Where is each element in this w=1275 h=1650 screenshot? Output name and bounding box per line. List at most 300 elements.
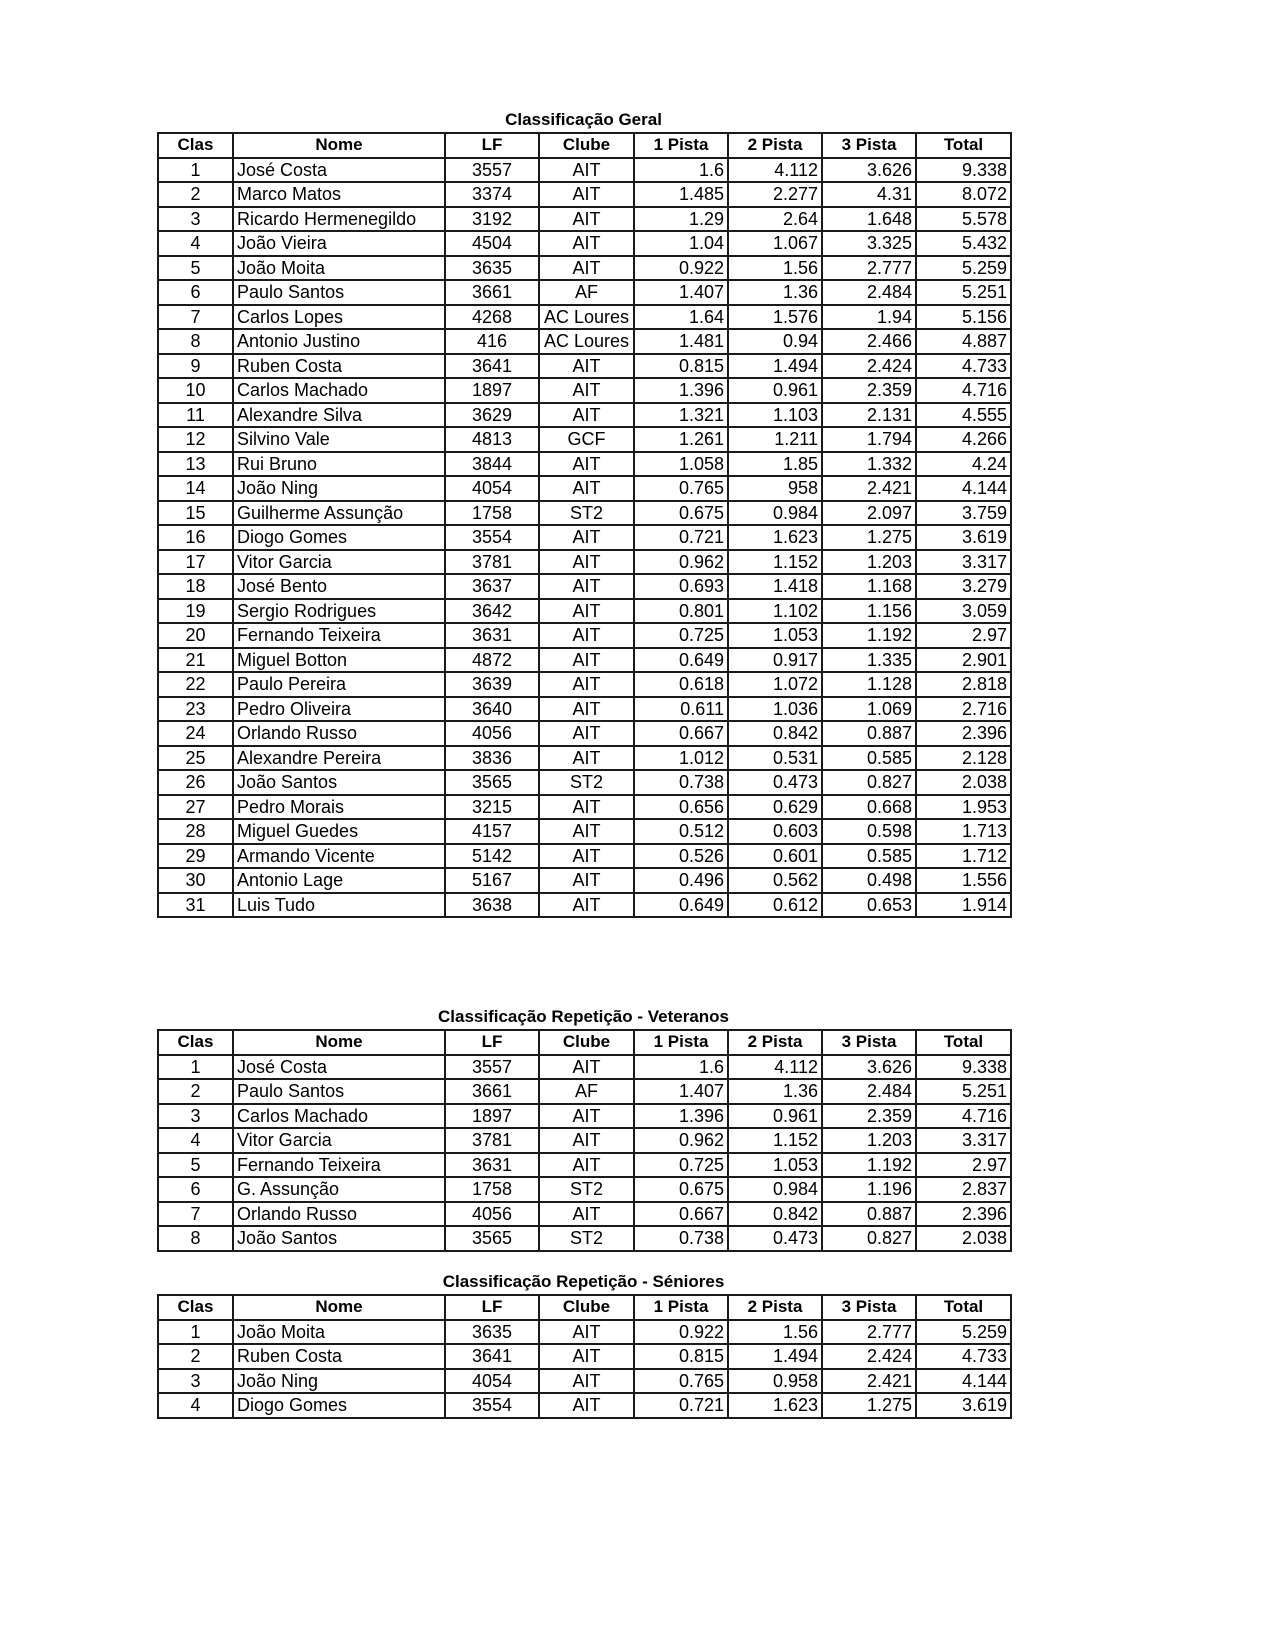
cell-pista-1: 1.396 — [634, 378, 728, 403]
cell-pista-3: 1.794 — [822, 427, 916, 452]
cell-total: 2.038 — [916, 1226, 1011, 1251]
cell-lf: 3637 — [445, 574, 539, 599]
cell-total: 5.251 — [916, 1079, 1011, 1104]
cell-clas: 24 — [158, 721, 233, 746]
cell-pista-1: 1.04 — [634, 231, 728, 256]
cell-nome: Sergio Rodrigues — [233, 599, 445, 624]
cell-pista-2: 1.418 — [728, 574, 822, 599]
cell-pista-1: 0.611 — [634, 697, 728, 722]
cell-clas: 2 — [158, 1079, 233, 1104]
cell-clas: 3 — [158, 1369, 233, 1394]
cell-clube: AIT — [539, 893, 634, 918]
cell-nome: Diogo Gomes — [233, 525, 445, 550]
cell-clube: AIT — [539, 746, 634, 771]
cell-pista-1: 0.962 — [634, 1128, 728, 1153]
results-table — [157, 1029, 1012, 1252]
cell-pista-3: 0.668 — [822, 795, 916, 820]
cell-pista-2: 0.473 — [728, 1226, 822, 1251]
cell-clube: AIT — [539, 1104, 634, 1129]
cell-lf: 3192 — [445, 207, 539, 232]
cell-clube: GCF — [539, 427, 634, 452]
cell-nome: José Costa — [233, 1055, 445, 1080]
cell-clas: 11 — [158, 403, 233, 428]
table-row — [158, 1104, 1011, 1129]
cell-total: 8.072 — [916, 182, 1011, 207]
cell-clube: AIT — [539, 1153, 634, 1178]
table-row — [158, 1202, 1011, 1227]
cell-clube: AIT — [539, 599, 634, 624]
table-row — [158, 256, 1011, 281]
cell-pista-2: 0.94 — [728, 329, 822, 354]
cell-clube: AIT — [539, 207, 634, 232]
cell-pista-2: 1.152 — [728, 550, 822, 575]
cell-nome: Pedro Oliveira — [233, 697, 445, 722]
table-row — [158, 550, 1011, 575]
header-row — [158, 133, 1011, 158]
table-row — [158, 1226, 1011, 1251]
cell-pista-3: 0.827 — [822, 770, 916, 795]
cell-pista-3: 0.585 — [822, 746, 916, 771]
cell-pista-3: 0.598 — [822, 819, 916, 844]
cell-clube: AIT — [539, 1320, 634, 1345]
cell-pista-1: 0.667 — [634, 1202, 728, 1227]
column-header-nome: Nome — [233, 1030, 445, 1055]
cell-pista-3: 1.332 — [822, 452, 916, 477]
cell-total: 2.901 — [916, 648, 1011, 673]
cell-clas: 1 — [158, 1055, 233, 1080]
table-row — [158, 1079, 1011, 1104]
cell-pista-2: 1.152 — [728, 1128, 822, 1153]
column-header-pista-3: 3 Pista — [822, 133, 916, 158]
cell-pista-3: 0.887 — [822, 1202, 916, 1227]
cell-total: 2.396 — [916, 721, 1011, 746]
cell-nome: João Vieira — [233, 231, 445, 256]
cell-nome: João Ning — [233, 476, 445, 501]
header-row — [158, 1030, 1011, 1055]
cell-nome: G. Assunção — [233, 1177, 445, 1202]
table-row — [158, 280, 1011, 305]
column-header-total: Total — [916, 1030, 1011, 1055]
table-row — [158, 599, 1011, 624]
cell-pista-2: 958 — [728, 476, 822, 501]
cell-clube: AIT — [539, 550, 634, 575]
cell-pista-2: 0.984 — [728, 1177, 822, 1202]
column-header-pista-2: 2 Pista — [728, 1030, 822, 1055]
cell-clas: 4 — [158, 1393, 233, 1418]
cell-nome: Carlos Machado — [233, 1104, 445, 1129]
cell-pista-2: 1.067 — [728, 231, 822, 256]
cell-clas: 2 — [158, 182, 233, 207]
cell-total: 2.396 — [916, 1202, 1011, 1227]
cell-pista-2: 1.102 — [728, 599, 822, 624]
cell-nome: Paulo Pereira — [233, 672, 445, 697]
table-row — [158, 721, 1011, 746]
cell-total: 4.733 — [916, 1344, 1011, 1369]
table-row — [158, 623, 1011, 648]
column-header-clube: Clube — [539, 133, 634, 158]
cell-pista-1: 0.922 — [634, 256, 728, 281]
results-table — [157, 132, 1012, 918]
column-header-pista-2: 2 Pista — [728, 1295, 822, 1320]
column-header-clas: Clas — [158, 1030, 233, 1055]
cell-pista-1: 1.6 — [634, 158, 728, 183]
cell-clube: AC Loures — [539, 329, 634, 354]
cell-clas: 10 — [158, 378, 233, 403]
cell-nome: João Ning — [233, 1369, 445, 1394]
cell-nome: Antonio Justino — [233, 329, 445, 354]
cell-total: 3.059 — [916, 599, 1011, 624]
cell-total: 3.759 — [916, 501, 1011, 526]
cell-nome: Miguel Guedes — [233, 819, 445, 844]
cell-pista-2: 1.576 — [728, 305, 822, 330]
cell-lf: 3638 — [445, 893, 539, 918]
cell-nome: Armando Vicente — [233, 844, 445, 869]
cell-pista-3: 2.097 — [822, 501, 916, 526]
cell-lf: 4054 — [445, 1369, 539, 1394]
cell-pista-1: 0.962 — [634, 550, 728, 575]
cell-nome: Guilherme Assunção — [233, 501, 445, 526]
cell-clas: 3 — [158, 1104, 233, 1129]
cell-pista-2: 1.494 — [728, 1344, 822, 1369]
cell-pista-1: 0.693 — [634, 574, 728, 599]
table-row — [158, 207, 1011, 232]
cell-pista-2: 1.623 — [728, 1393, 822, 1418]
cell-nome: Diogo Gomes — [233, 1393, 445, 1418]
cell-pista-3: 3.626 — [822, 1055, 916, 1080]
table-row — [158, 795, 1011, 820]
cell-total: 2.818 — [916, 672, 1011, 697]
cell-clas: 31 — [158, 893, 233, 918]
cell-pista-2: 0.984 — [728, 501, 822, 526]
cell-total: 2.97 — [916, 623, 1011, 648]
cell-nome: Vitor Garcia — [233, 550, 445, 575]
cell-pista-1: 0.815 — [634, 1344, 728, 1369]
cell-lf: 4157 — [445, 819, 539, 844]
cell-pista-3: 2.484 — [822, 1079, 916, 1104]
cell-clube: AIT — [539, 452, 634, 477]
cell-pista-3: 1.203 — [822, 1128, 916, 1153]
column-header-clube: Clube — [539, 1295, 634, 1320]
cell-lf: 3781 — [445, 550, 539, 575]
cell-pista-3: 2.359 — [822, 1104, 916, 1129]
cell-clube: AC Loures — [539, 305, 634, 330]
cell-pista-1: 0.922 — [634, 1320, 728, 1345]
table-row — [158, 574, 1011, 599]
cell-pista-1: 0.721 — [634, 525, 728, 550]
cell-lf: 3844 — [445, 452, 539, 477]
cell-clube: AIT — [539, 378, 634, 403]
cell-clube: AIT — [539, 574, 634, 599]
cell-pista-1: 1.481 — [634, 329, 728, 354]
table-row — [158, 1055, 1011, 1080]
table-row — [158, 182, 1011, 207]
cell-pista-2: 1.623 — [728, 525, 822, 550]
column-header-nome: Nome — [233, 1295, 445, 1320]
cell-pista-2: 0.562 — [728, 868, 822, 893]
column-header-lf: LF — [445, 1295, 539, 1320]
cell-clube: AIT — [539, 1369, 634, 1394]
cell-total: 2.128 — [916, 746, 1011, 771]
cell-clube: AIT — [539, 819, 634, 844]
cell-clube: AIT — [539, 231, 634, 256]
cell-pista-2: 1.211 — [728, 427, 822, 452]
cell-nome: Alexandre Silva — [233, 403, 445, 428]
table-row — [158, 354, 1011, 379]
cell-total: 2.038 — [916, 770, 1011, 795]
cell-pista-1: 0.496 — [634, 868, 728, 893]
cell-pista-2: 1.56 — [728, 1320, 822, 1345]
cell-nome: Carlos Lopes — [233, 305, 445, 330]
table-row — [158, 427, 1011, 452]
table-row — [158, 893, 1011, 918]
table-row — [158, 697, 1011, 722]
table-row — [158, 1369, 1011, 1394]
cell-pista-3: 0.653 — [822, 893, 916, 918]
cell-lf: 3836 — [445, 746, 539, 771]
cell-pista-1: 0.656 — [634, 795, 728, 820]
cell-pista-3: 1.275 — [822, 525, 916, 550]
cell-lf: 3215 — [445, 795, 539, 820]
cell-clas: 1 — [158, 1320, 233, 1345]
cell-clas: 5 — [158, 1153, 233, 1178]
cell-clube: AIT — [539, 721, 634, 746]
table-row — [158, 378, 1011, 403]
cell-total: 5.259 — [916, 256, 1011, 281]
cell-clube: ST2 — [539, 1226, 634, 1251]
cell-total: 1.953 — [916, 795, 1011, 820]
cell-pista-1: 1.407 — [634, 1079, 728, 1104]
cell-pista-1: 0.526 — [634, 844, 728, 869]
cell-pista-3: 2.484 — [822, 280, 916, 305]
cell-pista-2: 0.842 — [728, 1202, 822, 1227]
column-header-pista-1: 1 Pista — [634, 1295, 728, 1320]
cell-clas: 9 — [158, 354, 233, 379]
cell-nome: Silvino Vale — [233, 427, 445, 452]
cell-total: 2.97 — [916, 1153, 1011, 1178]
cell-pista-2: 1.85 — [728, 452, 822, 477]
cell-pista-3: 3.626 — [822, 158, 916, 183]
cell-pista-3: 2.466 — [822, 329, 916, 354]
cell-lf: 3629 — [445, 403, 539, 428]
cell-pista-1: 1.261 — [634, 427, 728, 452]
column-header-pista-1: 1 Pista — [634, 133, 728, 158]
cell-total: 5.251 — [916, 280, 1011, 305]
table-row — [158, 1128, 1011, 1153]
cell-pista-3: 2.424 — [822, 1344, 916, 1369]
cell-total: 4.266 — [916, 427, 1011, 452]
cell-clube: ST2 — [539, 770, 634, 795]
cell-total: 2.837 — [916, 1177, 1011, 1202]
cell-lf: 4813 — [445, 427, 539, 452]
table-row — [158, 525, 1011, 550]
cell-pista-3: 1.203 — [822, 550, 916, 575]
cell-pista-1: 0.765 — [634, 1369, 728, 1394]
cell-pista-3: 1.335 — [822, 648, 916, 673]
cell-nome: Ruben Costa — [233, 1344, 445, 1369]
cell-total: 5.432 — [916, 231, 1011, 256]
cell-clube: AIT — [539, 844, 634, 869]
cell-lf: 5142 — [445, 844, 539, 869]
cell-clube: AIT — [539, 1344, 634, 1369]
cell-pista-2: 1.072 — [728, 672, 822, 697]
cell-clas: 4 — [158, 231, 233, 256]
table-row — [158, 844, 1011, 869]
cell-clas: 23 — [158, 697, 233, 722]
cell-pista-3: 1.94 — [822, 305, 916, 330]
column-header-clube: Clube — [539, 1030, 634, 1055]
cell-clas: 29 — [158, 844, 233, 869]
table-row — [158, 329, 1011, 354]
cell-pista-2: 0.842 — [728, 721, 822, 746]
cell-clube: AIT — [539, 476, 634, 501]
cell-clube: AIT — [539, 672, 634, 697]
cell-clas: 6 — [158, 280, 233, 305]
cell-pista-2: 0.603 — [728, 819, 822, 844]
cell-pista-2: 1.36 — [728, 1079, 822, 1104]
section-title: Classificação Geral — [505, 110, 662, 129]
cell-pista-1: 1.64 — [634, 305, 728, 330]
cell-pista-3: 2.424 — [822, 354, 916, 379]
cell-clas: 20 — [158, 623, 233, 648]
cell-clas: 3 — [158, 207, 233, 232]
cell-pista-1: 0.725 — [634, 1153, 728, 1178]
cell-pista-1: 1.058 — [634, 452, 728, 477]
cell-pista-2: 2.64 — [728, 207, 822, 232]
cell-total: 4.555 — [916, 403, 1011, 428]
cell-lf: 4504 — [445, 231, 539, 256]
cell-total: 2.716 — [916, 697, 1011, 722]
table-row — [158, 305, 1011, 330]
cell-clube: AIT — [539, 1202, 634, 1227]
cell-pista-1: 0.649 — [634, 893, 728, 918]
cell-lf: 3661 — [445, 1079, 539, 1104]
cell-clube: AIT — [539, 795, 634, 820]
cell-clube: AIT — [539, 868, 634, 893]
cell-clube: AF — [539, 1079, 634, 1104]
cell-total: 3.279 — [916, 574, 1011, 599]
cell-lf: 4056 — [445, 721, 539, 746]
table-row — [158, 1177, 1011, 1202]
cell-total: 4.716 — [916, 1104, 1011, 1129]
cell-lf: 3565 — [445, 1226, 539, 1251]
cell-pista-2: 1.036 — [728, 697, 822, 722]
cell-total: 1.914 — [916, 893, 1011, 918]
cell-pista-3: 2.777 — [822, 1320, 916, 1345]
cell-nome: Orlando Russo — [233, 721, 445, 746]
cell-total: 5.578 — [916, 207, 1011, 232]
table-row — [158, 403, 1011, 428]
column-header-lf: LF — [445, 133, 539, 158]
cell-nome: Antonio Lage — [233, 868, 445, 893]
cell-lf: 3635 — [445, 256, 539, 281]
cell-total: 4.887 — [916, 329, 1011, 354]
table-row — [158, 648, 1011, 673]
cell-nome: Vitor Garcia — [233, 1128, 445, 1153]
cell-lf: 3641 — [445, 1344, 539, 1369]
cell-lf: 1897 — [445, 378, 539, 403]
cell-pista-3: 0.827 — [822, 1226, 916, 1251]
cell-pista-2: 1.053 — [728, 623, 822, 648]
cell-clube: AIT — [539, 182, 634, 207]
cell-pista-2: 0.531 — [728, 746, 822, 771]
cell-pista-1: 1.321 — [634, 403, 728, 428]
cell-pista-1: 0.667 — [634, 721, 728, 746]
cell-lf: 3557 — [445, 158, 539, 183]
cell-lf: 3635 — [445, 1320, 539, 1345]
column-header-clas: Clas — [158, 1295, 233, 1320]
column-header-nome: Nome — [233, 133, 445, 158]
cell-pista-2: 1.36 — [728, 280, 822, 305]
cell-total: 9.338 — [916, 1055, 1011, 1080]
cell-lf: 3554 — [445, 1393, 539, 1418]
cell-pista-2: 1.494 — [728, 354, 822, 379]
cell-nome: Fernando Teixeira — [233, 1153, 445, 1178]
cell-nome: Miguel Botton — [233, 648, 445, 673]
cell-clube: AIT — [539, 1393, 634, 1418]
cell-pista-2: 4.112 — [728, 158, 822, 183]
cell-lf: 1758 — [445, 501, 539, 526]
column-header-pista-3: 3 Pista — [822, 1030, 916, 1055]
cell-pista-3: 1.275 — [822, 1393, 916, 1418]
cell-pista-1: 1.6 — [634, 1055, 728, 1080]
cell-pista-1: 1.485 — [634, 182, 728, 207]
cell-nome: Fernando Teixeira — [233, 623, 445, 648]
cell-pista-3: 1.168 — [822, 574, 916, 599]
cell-clube: AIT — [539, 697, 634, 722]
cell-clas: 26 — [158, 770, 233, 795]
cell-nome: Ruben Costa — [233, 354, 445, 379]
cell-clube: ST2 — [539, 501, 634, 526]
cell-total: 4.733 — [916, 354, 1011, 379]
cell-clas: 7 — [158, 1202, 233, 1227]
cell-nome: Orlando Russo — [233, 1202, 445, 1227]
table-row — [158, 452, 1011, 477]
table-row — [158, 1344, 1011, 1369]
table-row — [158, 1393, 1011, 1418]
cell-lf: 3554 — [445, 525, 539, 550]
section-classificacao-geral — [157, 108, 1010, 918]
cell-pista-2: 0.612 — [728, 893, 822, 918]
cell-clas: 5 — [158, 256, 233, 281]
cell-pista-2: 0.629 — [728, 795, 822, 820]
cell-lf: 4056 — [445, 1202, 539, 1227]
cell-pista-2: 4.112 — [728, 1055, 822, 1080]
cell-clube: AIT — [539, 354, 634, 379]
cell-lf: 3640 — [445, 697, 539, 722]
cell-pista-3: 0.498 — [822, 868, 916, 893]
cell-pista-3: 0.887 — [822, 721, 916, 746]
cell-nome: José Costa — [233, 158, 445, 183]
cell-nome: João Moita — [233, 1320, 445, 1345]
cell-pista-1: 1.012 — [634, 746, 728, 771]
table-row — [158, 158, 1011, 183]
cell-clas: 6 — [158, 1177, 233, 1202]
cell-clas: 17 — [158, 550, 233, 575]
results-table — [157, 1294, 1012, 1419]
cell-clas: 21 — [158, 648, 233, 673]
cell-lf: 5167 — [445, 868, 539, 893]
cell-nome: Luis Tudo — [233, 893, 445, 918]
cell-pista-3: 3.325 — [822, 231, 916, 256]
cell-lf: 3565 — [445, 770, 539, 795]
cell-total: 5.156 — [916, 305, 1011, 330]
cell-total: 9.338 — [916, 158, 1011, 183]
cell-nome: João Moita — [233, 256, 445, 281]
cell-nome: Carlos Machado — [233, 378, 445, 403]
table-row — [158, 1153, 1011, 1178]
cell-pista-2: 0.601 — [728, 844, 822, 869]
cell-clas: 25 — [158, 746, 233, 771]
